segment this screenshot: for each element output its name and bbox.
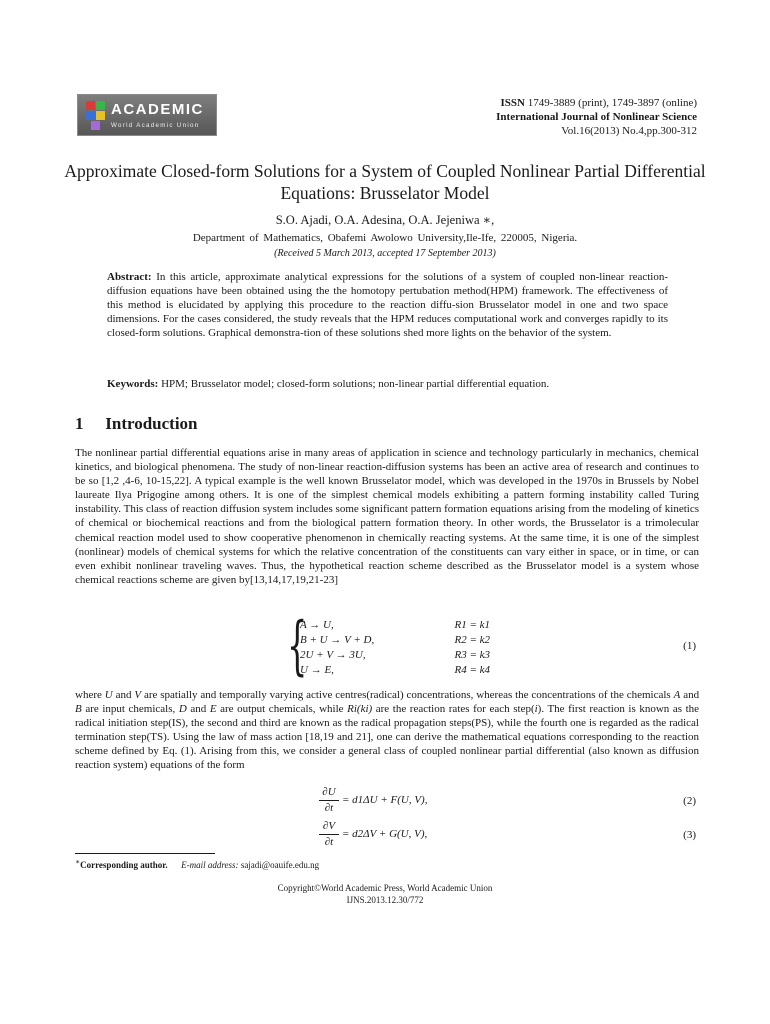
eq3-numerator: ∂V xyxy=(322,820,336,832)
logo-square-green xyxy=(96,101,105,110)
issn: 1749-3889 (print), 1749-3897 (online) xyxy=(527,97,697,109)
p2-text-4: are output chemicals, while xyxy=(220,703,344,716)
reaction-3: 2U + V → 3U, xyxy=(300,649,366,661)
p2-and-3: and xyxy=(190,703,207,716)
section-number: 1 xyxy=(75,414,84,433)
equation-2 xyxy=(318,786,578,818)
reaction-1: A → U, xyxy=(300,619,334,631)
p2-and-1: and xyxy=(115,689,132,701)
equation-number-1: (1) xyxy=(683,640,696,652)
var-a: A xyxy=(673,689,681,701)
eq3-rhs: = d2ΔV + G(U, V), xyxy=(342,828,428,840)
email-label: E-mail address: xyxy=(181,860,239,870)
issn-label: ISSN xyxy=(500,97,525,109)
footnote xyxy=(75,857,319,870)
abstract-label: Abstract: xyxy=(107,271,152,283)
affiliation: Department of Mathematics, Obafemi Awolowo University,Ile-Ife, 220005, Nigeria. xyxy=(192,232,578,244)
doi: IJNS.2013.12.30/772 xyxy=(346,895,424,905)
keywords xyxy=(107,378,668,390)
publisher-logo xyxy=(77,94,217,136)
abstract xyxy=(107,270,668,340)
eq3-denominator: ∂t xyxy=(324,836,334,848)
email-address[interactable]: sajadi@oauife.edu.ng xyxy=(240,860,320,870)
rate-4: R4 = k4 xyxy=(454,664,490,676)
footnote-label: Corresponding author. xyxy=(80,860,168,870)
footnote-rule xyxy=(75,853,215,854)
var-u: U xyxy=(104,689,113,701)
p2-text-6: ). The first reaction is known as the radical initiation step(IS), the second and third are known as the radical propagation steps(PS), while the fourth one is regarded as the radical termination step(TS). Using the law of mass action [18,19 and 21], one can derive the mathematical equations corresponding to the reaction scheme defined by Eq. (1). Arising from this, we consider a general class of coupled nonlinear partial differential (also known as diffusion reaction system) equations of the form xyxy=(75,703,700,772)
journal-info xyxy=(496,96,697,138)
reaction-2: B + U → V + D, xyxy=(300,634,375,646)
var-b: B xyxy=(75,703,82,716)
paper-title: Approximate Closed-form Solutions for a System of Coupled Nonlinear Partial Differential Equations: Brusselator Model xyxy=(64,161,706,203)
p2-text-5: are the reaction rates for each step( xyxy=(375,703,535,716)
var-e: E xyxy=(209,703,217,716)
authors: S.O. Ajadi, O.A. Adesina, O.A. Jejeniwa ∗, xyxy=(275,213,495,227)
section-heading xyxy=(75,414,198,434)
logo-subtitle: World Academic Union xyxy=(111,122,200,129)
eq2-numerator: ∂U xyxy=(322,786,336,798)
page-footer xyxy=(60,882,710,906)
journal-volume: Vol.16(2013) No.4,pp.300-312 xyxy=(561,125,697,137)
journal-name: International Journal of Nonlinear Science xyxy=(496,111,697,123)
equation-number-2: (2) xyxy=(683,795,696,807)
eq2-rhs: = d1ΔU + F(U, V), xyxy=(342,794,428,806)
p2-text-3: are input chemicals, xyxy=(85,703,176,716)
logo-brand: ACADEMIC xyxy=(111,101,204,118)
keywords-text: HPM; Brusselator model; closed-form solutions; non-linear partial differential equation. xyxy=(161,378,550,390)
rate-1: R1 = k1 xyxy=(454,619,490,631)
var-ri: Ri(ki) xyxy=(347,703,373,716)
received-dates: (Received 5 March 2013, accepted 17 September 2013) xyxy=(274,248,496,259)
eq2-denominator: ∂t xyxy=(324,802,334,814)
rate-3: R3 = k3 xyxy=(454,649,490,661)
footnote-marker: ∗ xyxy=(75,857,81,866)
eq2-fraction-bar xyxy=(319,800,339,801)
var-i: i xyxy=(534,703,538,716)
var-v: V xyxy=(134,689,142,701)
rate-2: R2 = k2 xyxy=(454,634,490,646)
logo-square-blue xyxy=(86,111,95,120)
equation-number-3: (3) xyxy=(683,829,696,841)
p2-text-1: where xyxy=(75,689,102,701)
issn-line xyxy=(496,96,697,110)
logo-square-purple xyxy=(91,121,100,130)
keywords-label: Keywords: xyxy=(107,378,159,390)
rate-list xyxy=(420,618,490,678)
p2-and-2: and xyxy=(683,689,700,701)
section-title: Introduction xyxy=(105,414,198,433)
eq3-fraction-bar xyxy=(319,834,339,835)
second-paragraph xyxy=(75,688,699,773)
logo-square-red xyxy=(86,101,95,110)
intro-paragraph: The nonlinear partial differential equations arise in many areas of application in science and technology particularly in mechanics, chemical kinetics, and biological phenomena. The study of non-linear reaction-diffusion systems has been an active area of research and continues to be so [1,2 ,4-6, 10-15,22]. A typical example is the well known Brusselator model, which was developed in the 1970s in Brussels by Nobel laureate Ilya Prigogine among others. It is one of the simplest chemical models exhibiting a pattern forming instability called Turing instability. This class of reaction diffusion system includes some significant pattern formation equations arising from the modeling of kinetics of chemical or biochemical reactions and from the biological pattern formation theory. In other words, the Brusselator is a trimolecular chemical reaction model used to show cooperative phenomenon in chemically reacting systems. At the same time, it is one of the simplest (nonlinear) models of chemical systems for which the relative concentration of the constituents can vary either in space, or in time, or can even exhibit nonlinear traveling waves. Thus, the hypothetical reaction scheme described as the Brusselator model is a system whose chemical reactions scheme are given by[13,14,17,19,21-23] xyxy=(75,447,699,586)
reaction-4: U → E, xyxy=(300,664,334,676)
copyright: Copyright©World Academic Press, World Academic Union xyxy=(277,883,493,893)
p2-text-2: are spatially and temporally varying active centres(radical) concentrations, whereas the concentrations of the chemicals xyxy=(143,689,671,701)
equation-3 xyxy=(318,820,578,852)
abstract-text: In this article, approximate analytical expressions for the solutions of a system of coupled non-linear reaction-diffusion equations have been obtained using the the homotopy pertubation method(HPM) framework. The effectiveness of this method is elucidated by applying this procedure to the reaction diffu-sion Brusselator model in one and two space dimensions. For the cases considered, the study reveals that the HPM reduces computational work and converges rapidly to its closed-form solutions. Graphical demonstra-tion of these solutions shed more lights on the behavior of the system. xyxy=(107,271,668,339)
left-brace: { xyxy=(287,609,308,683)
var-d: D xyxy=(178,703,187,716)
logo-square-yellow xyxy=(96,111,105,120)
